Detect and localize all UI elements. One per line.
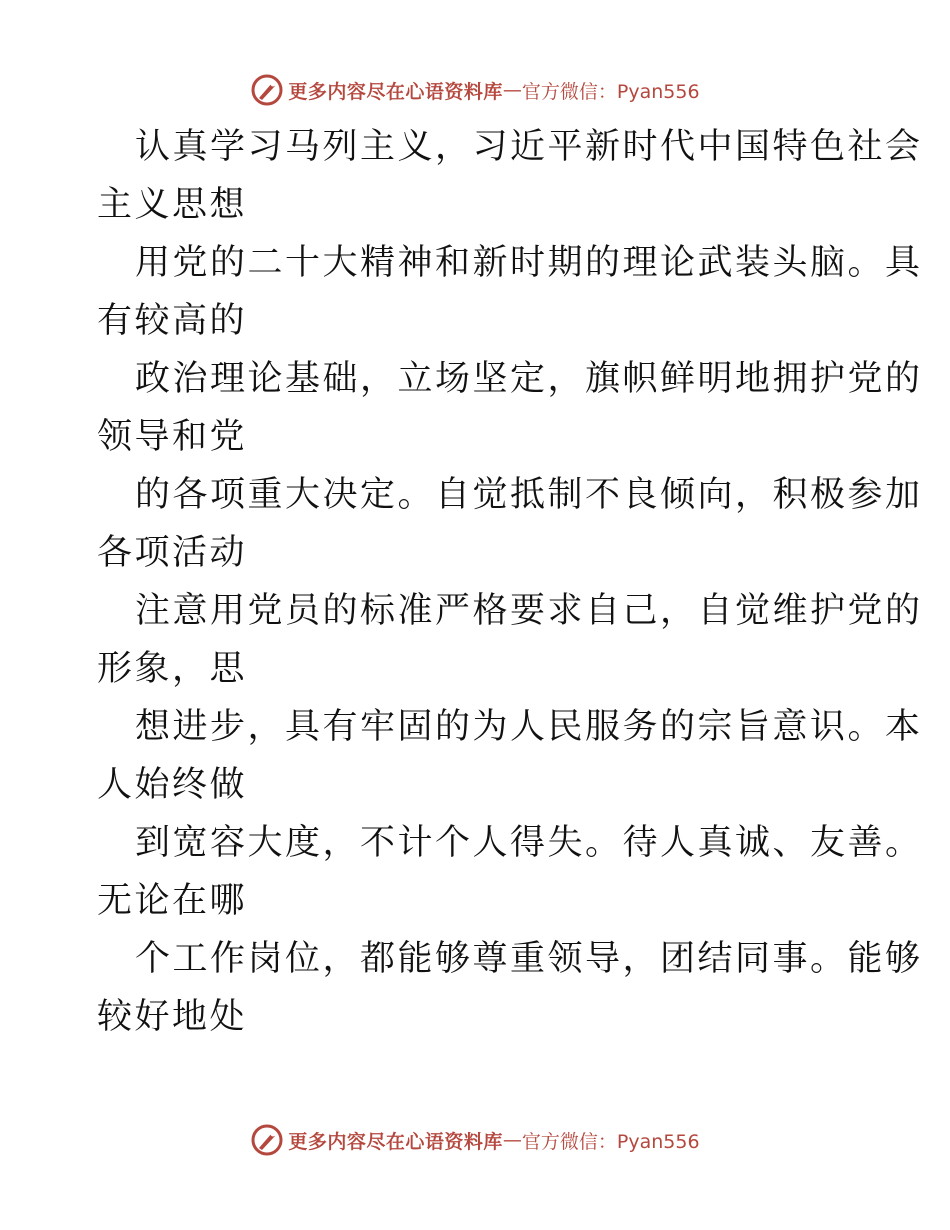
pen-seal-icon xyxy=(250,73,284,107)
paragraph-line: 有较高的 xyxy=(97,301,248,341)
paragraph-line: 无论在哪 xyxy=(97,881,248,921)
paragraph xyxy=(97,930,923,1046)
paragraph xyxy=(97,350,923,466)
paragraph-line: 领导和党 xyxy=(97,417,248,457)
paragraph-line: 主义思想 xyxy=(97,185,248,225)
watermark-wechat: 官方微信：Pyan556 xyxy=(521,80,700,103)
paragraph xyxy=(97,698,923,814)
paragraph-line: 注意用党员的标准严格要求自己，自觉维护党的 xyxy=(135,591,923,631)
paragraph xyxy=(97,582,923,698)
paragraph-line: 人始终做 xyxy=(97,765,248,805)
paragraph-line: 个工作岗位，都能够尊重领导，团结同事。能够 xyxy=(135,939,923,979)
paragraph-line: 的各项重大决定。自觉抵制不良倾向，积极参加 xyxy=(135,475,923,515)
watermark-brand: 更多内容尽在心语资料库 xyxy=(288,80,503,103)
watermark-brand: 更多内容尽在心语资料库 xyxy=(288,1130,503,1153)
watermark-dash: — xyxy=(502,79,522,101)
paragraph-line: 想进步，具有牢固的为人民服务的宗旨意识。本 xyxy=(135,707,923,747)
paragraph-line: 各项活动 xyxy=(97,533,248,573)
document-body xyxy=(97,118,923,1046)
paragraph xyxy=(97,234,923,350)
paragraph xyxy=(97,118,923,234)
paragraph-line: 形象，思 xyxy=(97,649,248,689)
paragraph xyxy=(97,466,923,582)
watermark-wechat: 官方微信：Pyan556 xyxy=(521,1130,700,1153)
paragraph-line: 用党的二十大精神和新时期的理论武装头脑。具 xyxy=(135,243,923,283)
pen-seal-icon xyxy=(250,1123,284,1157)
paragraph-line: 到宽容大度，不计个人得失。待人真诚、友善。 xyxy=(135,823,923,863)
header-watermark xyxy=(0,70,950,110)
paragraph-line: 政治理论基础，立场坚定，旗帜鲜明地拥护党的 xyxy=(135,359,923,399)
paragraph-line: 较好地处 xyxy=(97,997,248,1037)
watermark-dash: — xyxy=(502,1129,522,1151)
footer-watermark xyxy=(0,1120,950,1160)
paragraph-line: 认真学习马列主义，习近平新时代中国特色社会 xyxy=(135,127,923,167)
paragraph xyxy=(97,814,923,930)
